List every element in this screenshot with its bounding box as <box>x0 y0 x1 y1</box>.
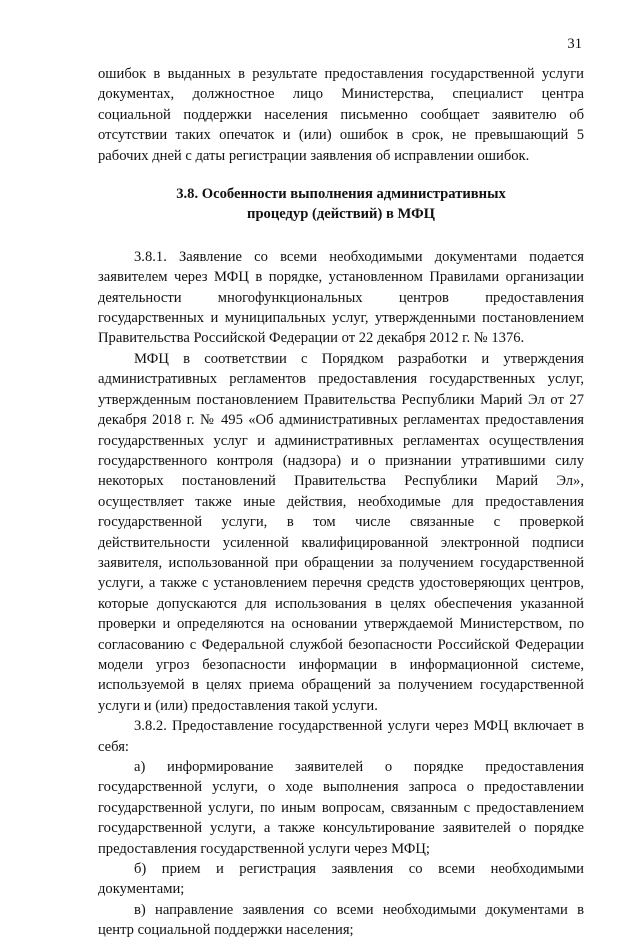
section-heading-line-2: процедур (действий) в МФЦ <box>247 206 435 223</box>
paragraph-3-8-1: 3.8.1. Заявление со всеми необходимыми документами подается заявителем через МФЦ в порядке, установленном Правилами организации деятельности многофункциональных центров предоставления государственных и муниципальных услуг, утвержденными постановлением Правительства Российской Федерации от 22 декабря 2012 г. № 1376. <box>98 248 584 347</box>
list-item-b: б) прием и регистрация заявления со всеми необходимыми документами; <box>98 861 584 898</box>
page-number: 31 <box>567 36 582 52</box>
paragraph-mfc-actions: МФЦ в соответствии с Порядком разработки и утверждения административных регламентов предоставления государственных услуг, утвержденным постановлением Правительства Республики Марий Эл от 27 декабря 2018 г. № 495 «Об административных регламентах предоставления государственных услуг и административных регламентах осуществления государственного контроля (надзора) и о признании утратившими силу некоторых постановлений Правительства Республики Марий Эл», осуществляет также иные действия, необходимые для предоставления государственной услуги, в том числе связанные с проверкой действительности усиленной квалифицированной электронной подписи заявителя, использованной при обращении за получением государственной услуги, а также с установлением перечня средств удостоверяющих центров, которые допускаются для использования в целях обеспечения указанной проверки и определяются на основании утверждаемой Министерством, по согласованию с Федеральной службой безопасности Российской Федерации модели угроз безопасности информации в информационной системе, используемой в целях приема обращений за получением государственной услуги и (или) предоставления такой услуги. <box>98 350 584 714</box>
document-body <box>98 64 584 941</box>
list-item-a: а) информирование заявителей о порядке предоставления государственной услуги, о ходе выполнения запроса о предоставлении государственной услуги, по иным вопросам, связанным с предоставлением государственной услуги, а также консультирование заявителей о порядке предоставления государственной услуги через МФЦ; <box>98 759 584 857</box>
paragraph-3-8-2: 3.8.2. Предоставление государственной услуги через МФЦ включает в себя: <box>98 718 584 755</box>
section-heading-line-1: 3.8. Особенности выполнения административных <box>176 186 506 203</box>
section-heading <box>98 184 584 225</box>
continuation-paragraph: ошибок в выданных в результате предоставления государственной услуги документах, должностное лицо Министерства, специалист центра социальной поддержки населения письменно сообщает заявителю об отсутствии таких опечаток и (или) ошибок в срок, не превышающий 5 рабочих дней с даты регистрации заявления об исправлении ошибок. <box>98 66 584 164</box>
list-item-v: в) направление заявления со всеми необходимыми документами в центр социальной поддержки населения; <box>98 901 584 939</box>
